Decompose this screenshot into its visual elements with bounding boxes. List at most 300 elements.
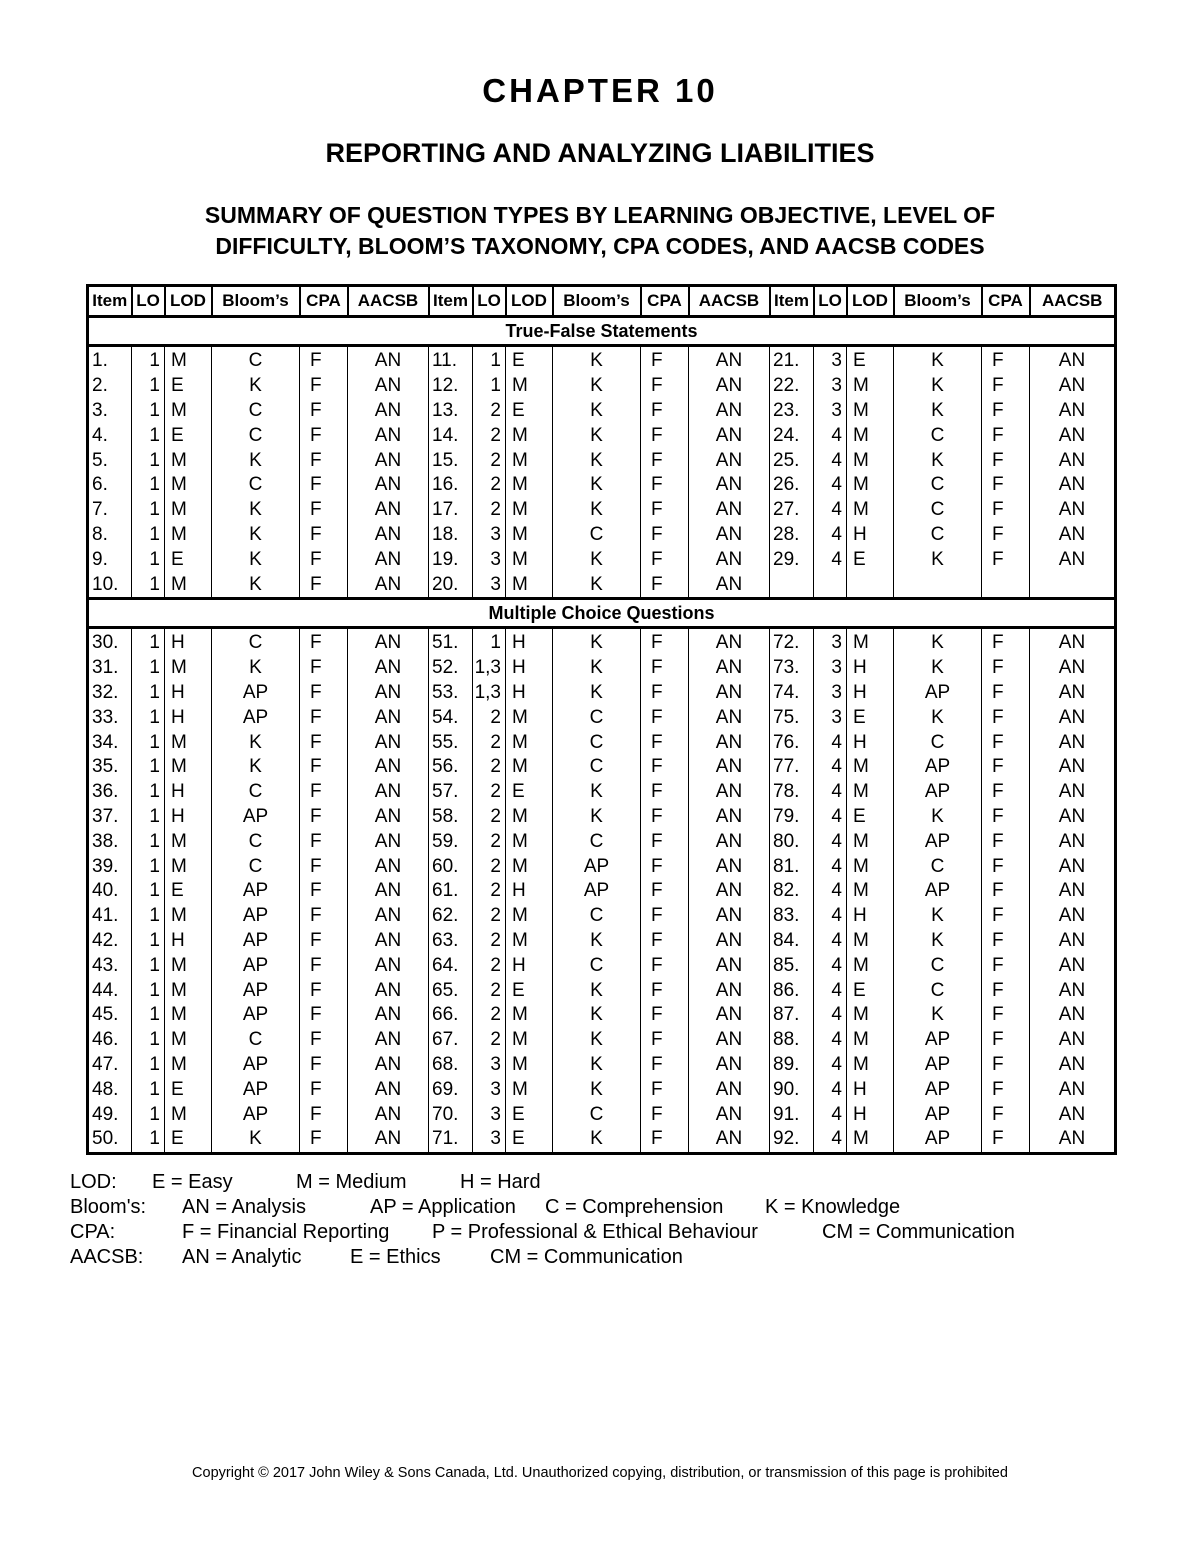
- table-cell: F: [300, 423, 348, 448]
- table-cell: 49.: [88, 1102, 132, 1127]
- column-header: Bloom’s: [553, 286, 641, 317]
- table-cell: M: [506, 1003, 553, 1028]
- table-cell: AN: [348, 399, 429, 424]
- table-body: [88, 317, 1116, 1154]
- table-cell: AP: [212, 879, 300, 904]
- table-cell: AN: [1030, 854, 1116, 879]
- table-cell: AN: [1030, 829, 1116, 854]
- table-cell: AN: [689, 1102, 770, 1127]
- table-cell: AN: [348, 805, 429, 830]
- table-cell: 40.: [88, 879, 132, 904]
- table-cell: F: [982, 1003, 1030, 1028]
- table-cell: 73.: [770, 656, 814, 681]
- table-cell: F: [641, 346, 689, 374]
- table-cell: 32.: [88, 681, 132, 706]
- table-row: [88, 1127, 1116, 1153]
- table-cell: 1: [132, 572, 165, 598]
- table-cell: H: [847, 656, 894, 681]
- table-cell: AN: [348, 473, 429, 498]
- table-cell: M: [506, 805, 553, 830]
- table-cell: K: [894, 346, 982, 374]
- table-cell: F: [300, 656, 348, 681]
- table-cell: K: [553, 423, 641, 448]
- table-cell: K: [553, 805, 641, 830]
- table-cell: 1: [132, 1102, 165, 1127]
- table-cell: M: [165, 953, 212, 978]
- legend-entry: C = Comprehension: [545, 1196, 724, 1218]
- table-cell: 76.: [770, 730, 814, 755]
- table-cell: F: [641, 448, 689, 473]
- table-cell: 58.: [429, 805, 473, 830]
- table-cell: F: [300, 705, 348, 730]
- table-cell: 67.: [429, 1028, 473, 1053]
- table-cell: 2: [473, 879, 506, 904]
- table-cell: M: [847, 854, 894, 879]
- table-cell: AN: [348, 681, 429, 706]
- table-cell: AP: [553, 879, 641, 904]
- table-cell: 41.: [88, 904, 132, 929]
- table-cell: M: [847, 1127, 894, 1153]
- table-cell: 2: [473, 399, 506, 424]
- table-cell: F: [300, 346, 348, 374]
- table-cell: AN: [689, 399, 770, 424]
- legend-entry: E = Ethics: [350, 1246, 441, 1268]
- table-cell: [814, 572, 847, 598]
- legend-entry: M = Medium: [296, 1171, 407, 1193]
- chapter-subtitle: REPORTING AND ANALYZING LIABILITIES: [325, 138, 875, 168]
- table-cell: 74.: [770, 681, 814, 706]
- table-cell: 39.: [88, 854, 132, 879]
- column-header: LO: [132, 286, 165, 317]
- table-cell: E: [847, 978, 894, 1003]
- table-cell: 24.: [770, 423, 814, 448]
- table-cell: 30.: [88, 627, 132, 655]
- table-cell: E: [165, 547, 212, 572]
- table-cell: E: [165, 423, 212, 448]
- table-cell: 44.: [88, 978, 132, 1003]
- legend-entry: AP = Application: [370, 1196, 516, 1218]
- table-cell: 1: [132, 978, 165, 1003]
- table-cell: AN: [348, 755, 429, 780]
- table-cell: 1: [132, 523, 165, 548]
- table-cell: 4: [814, 1003, 847, 1028]
- table-cell: AN: [348, 423, 429, 448]
- table-cell: AN: [1030, 904, 1116, 929]
- table-cell: M: [506, 423, 553, 448]
- table-cell: 70.: [429, 1102, 473, 1127]
- table-cell: 1: [132, 1003, 165, 1028]
- table-cell: 4: [814, 904, 847, 929]
- table-cell: F: [982, 1028, 1030, 1053]
- table-row: [88, 904, 1116, 929]
- table-cell: C: [553, 730, 641, 755]
- table-cell: M: [847, 448, 894, 473]
- table-cell: AN: [689, 805, 770, 830]
- table-cell: 69.: [429, 1077, 473, 1102]
- table-cell: F: [300, 730, 348, 755]
- table-cell: 15.: [429, 448, 473, 473]
- legend-entry: K = Knowledge: [765, 1196, 901, 1218]
- table-cell: [894, 572, 982, 598]
- table-cell: M: [506, 929, 553, 954]
- table-cell: K: [553, 473, 641, 498]
- table-cell: [770, 572, 814, 598]
- table-cell: F: [982, 829, 1030, 854]
- table-cell: M: [847, 1003, 894, 1028]
- table-cell: M: [165, 572, 212, 598]
- table-cell: AP: [212, 953, 300, 978]
- table-cell: AN: [1030, 730, 1116, 755]
- table-cell: H: [506, 656, 553, 681]
- table-cell: 4: [814, 473, 847, 498]
- table-cell: AN: [689, 448, 770, 473]
- legend-key: AACSB:: [70, 1246, 144, 1268]
- section-header-row: [88, 598, 1116, 627]
- section-header-row: [88, 317, 1116, 346]
- table-cell: 4: [814, 1077, 847, 1102]
- table-cell: 36.: [88, 780, 132, 805]
- table-cell: H: [165, 705, 212, 730]
- table-row: [88, 1077, 1116, 1102]
- table-cell: M: [847, 953, 894, 978]
- table-row: [88, 879, 1116, 904]
- table-cell: 47.: [88, 1053, 132, 1078]
- table-cell: 1.: [88, 346, 132, 374]
- table-cell: F: [300, 1028, 348, 1053]
- table-cell: AN: [689, 1077, 770, 1102]
- table-cell: F: [300, 1127, 348, 1153]
- table-cell: H: [165, 627, 212, 655]
- table-cell: F: [300, 805, 348, 830]
- table-cell: K: [894, 627, 982, 655]
- table-cell: C: [553, 953, 641, 978]
- table-cell: F: [300, 755, 348, 780]
- legend-entry: E = Easy: [152, 1171, 233, 1193]
- table-cell: K: [553, 929, 641, 954]
- table-cell: C: [212, 473, 300, 498]
- table-cell: F: [982, 547, 1030, 572]
- table-cell: AN: [1030, 547, 1116, 572]
- table-cell: 2: [473, 829, 506, 854]
- column-header: Bloom’s: [894, 286, 982, 317]
- table-cell: H: [165, 929, 212, 954]
- table-cell: AN: [689, 978, 770, 1003]
- table-cell: AP: [212, 681, 300, 706]
- table-cell: M: [506, 730, 553, 755]
- table-cell: C: [212, 346, 300, 374]
- table-cell: AP: [212, 805, 300, 830]
- table-cell: F: [641, 978, 689, 1003]
- table-cell: AN: [1030, 1053, 1116, 1078]
- table-cell: 1,3: [473, 681, 506, 706]
- legend-entry: P = Professional & Ethical Behaviour: [432, 1221, 758, 1243]
- table-cell: F: [641, 1102, 689, 1127]
- table-cell: AP: [553, 854, 641, 879]
- column-header: Item: [88, 286, 132, 317]
- table-cell: K: [894, 904, 982, 929]
- table-cell: AN: [689, 572, 770, 598]
- legend-key: LOD:: [70, 1171, 117, 1193]
- table-cell: M: [165, 1053, 212, 1078]
- table-cell: AP: [894, 1102, 982, 1127]
- table-cell: 2: [473, 780, 506, 805]
- table-cell: AN: [348, 978, 429, 1003]
- table-cell: 2: [473, 473, 506, 498]
- table-cell: 27.: [770, 498, 814, 523]
- table-cell: E: [165, 1127, 212, 1153]
- table-cell: H: [506, 627, 553, 655]
- table-cell: 3: [473, 523, 506, 548]
- table-cell: AP: [894, 755, 982, 780]
- column-header: Item: [770, 286, 814, 317]
- table-cell: K: [212, 730, 300, 755]
- table-cell: AP: [894, 780, 982, 805]
- table-cell: F: [641, 374, 689, 399]
- table-cell: 48.: [88, 1077, 132, 1102]
- table-cell: [1030, 572, 1116, 598]
- table-cell: K: [212, 547, 300, 572]
- table-cell: 89.: [770, 1053, 814, 1078]
- table-cell: AN: [689, 879, 770, 904]
- table-cell: M: [506, 829, 553, 854]
- table-cell: F: [982, 1077, 1030, 1102]
- table-cell: 8.: [88, 523, 132, 548]
- table-cell: K: [553, 572, 641, 598]
- table-cell: AP: [212, 929, 300, 954]
- table-cell: F: [641, 1028, 689, 1053]
- table-cell: 1: [132, 953, 165, 978]
- table-cell: AN: [348, 780, 429, 805]
- table-cell: F: [300, 1053, 348, 1078]
- table-cell: F: [982, 780, 1030, 805]
- table-cell: AN: [689, 547, 770, 572]
- table-cell: 2: [473, 929, 506, 954]
- table-cell: [847, 572, 894, 598]
- table-row: [88, 423, 1116, 448]
- table-cell: 87.: [770, 1003, 814, 1028]
- table-cell: C: [553, 705, 641, 730]
- table-cell: AN: [1030, 1077, 1116, 1102]
- table-cell: 10.: [88, 572, 132, 598]
- legend-key: Bloom's:: [70, 1196, 147, 1218]
- table-cell: K: [553, 346, 641, 374]
- table-cell: M: [165, 346, 212, 374]
- table-cell: C: [894, 498, 982, 523]
- table-cell: 1: [132, 399, 165, 424]
- table-cell: K: [553, 780, 641, 805]
- table-cell: 12.: [429, 374, 473, 399]
- table-cell: 45.: [88, 1003, 132, 1028]
- table-cell: AN: [348, 1053, 429, 1078]
- table-cell: M: [165, 448, 212, 473]
- table-cell: 51.: [429, 627, 473, 655]
- table-row: [88, 1102, 1116, 1127]
- table-cell: 2: [473, 805, 506, 830]
- table-cell: E: [165, 374, 212, 399]
- table-cell: K: [894, 929, 982, 954]
- section-title: True-False Statements: [88, 317, 1116, 346]
- table-cell: K: [553, 399, 641, 424]
- table-cell: F: [982, 374, 1030, 399]
- table-row: [88, 730, 1116, 755]
- table-cell: M: [165, 854, 212, 879]
- table-cell: K: [212, 498, 300, 523]
- table-cell: 1: [132, 656, 165, 681]
- table-cell: 28.: [770, 523, 814, 548]
- table-cell: M: [847, 627, 894, 655]
- table-cell: M: [165, 978, 212, 1003]
- table-cell: K: [553, 374, 641, 399]
- table-cell: F: [982, 498, 1030, 523]
- table-cell: F: [641, 627, 689, 655]
- table-cell: 2.: [88, 374, 132, 399]
- table-cell: 23.: [770, 399, 814, 424]
- table-cell: AN: [689, 854, 770, 879]
- column-header: CPA: [641, 286, 689, 317]
- table-row: [88, 547, 1116, 572]
- table-cell: F: [300, 978, 348, 1003]
- table-cell: 16.: [429, 473, 473, 498]
- table-cell: M: [506, 473, 553, 498]
- table-cell: M: [165, 473, 212, 498]
- table-cell: F: [300, 1077, 348, 1102]
- table-cell: 29.: [770, 547, 814, 572]
- table-cell: K: [212, 374, 300, 399]
- table-cell: F: [300, 627, 348, 655]
- table-cell: F: [982, 627, 1030, 655]
- table-cell: H: [847, 681, 894, 706]
- table-cell: F: [641, 780, 689, 805]
- table-cell: 33.: [88, 705, 132, 730]
- table-cell: AN: [348, 879, 429, 904]
- table-cell: AN: [1030, 953, 1116, 978]
- table-cell: C: [212, 854, 300, 879]
- table-cell: K: [553, 498, 641, 523]
- table-cell: AN: [689, 730, 770, 755]
- table-cell: C: [894, 523, 982, 548]
- table-cell: F: [982, 523, 1030, 548]
- table-cell: AN: [348, 829, 429, 854]
- table-row: [88, 854, 1116, 879]
- table-cell: F: [982, 755, 1030, 780]
- summary-line-1: SUMMARY OF QUESTION TYPES BY LEARNING OBJECTIVE, LEVEL OF: [204, 202, 996, 228]
- table-cell: AN: [689, 1003, 770, 1028]
- table-cell: AN: [689, 929, 770, 954]
- table-cell: 3: [814, 627, 847, 655]
- table-cell: 62.: [429, 904, 473, 929]
- table-cell: 2: [473, 730, 506, 755]
- table-cell: K: [894, 374, 982, 399]
- table-cell: F: [641, 755, 689, 780]
- table-cell: M: [847, 423, 894, 448]
- table-cell: M: [506, 498, 553, 523]
- table-cell: H: [165, 681, 212, 706]
- table-cell: F: [641, 1053, 689, 1078]
- table-cell: AN: [689, 423, 770, 448]
- table-cell: AN: [689, 705, 770, 730]
- table-cell: C: [894, 423, 982, 448]
- table-cell: F: [982, 730, 1030, 755]
- table-cell: F: [982, 1102, 1030, 1127]
- table-cell: AN: [348, 523, 429, 548]
- table-cell: F: [982, 904, 1030, 929]
- table-cell: AN: [1030, 627, 1116, 655]
- table-cell: 4: [814, 929, 847, 954]
- table-cell: F: [641, 854, 689, 879]
- table-cell: C: [894, 854, 982, 879]
- table-row: [88, 346, 1116, 374]
- table-cell: 37.: [88, 805, 132, 830]
- table-cell: M: [506, 854, 553, 879]
- table-cell: 1: [473, 374, 506, 399]
- table-cell: E: [847, 346, 894, 374]
- table-cell: AP: [894, 1077, 982, 1102]
- table-cell: 1: [132, 805, 165, 830]
- table-cell: 4: [814, 547, 847, 572]
- table-cell: F: [982, 656, 1030, 681]
- table-cell: 1: [132, 1127, 165, 1153]
- table-cell: 91.: [770, 1102, 814, 1127]
- table-cell: C: [212, 423, 300, 448]
- table-cell: 46.: [88, 1028, 132, 1053]
- table-cell: K: [894, 805, 982, 830]
- table-row: [88, 681, 1116, 706]
- table-cell: F: [641, 399, 689, 424]
- table-cell: AP: [212, 1003, 300, 1028]
- table-cell: 19.: [429, 547, 473, 572]
- table-cell: 43.: [88, 953, 132, 978]
- table-cell: F: [641, 829, 689, 854]
- table-cell: 4: [814, 498, 847, 523]
- table-row: [88, 627, 1116, 655]
- table-cell: K: [212, 656, 300, 681]
- table-cell: E: [506, 1127, 553, 1153]
- table-cell: F: [300, 374, 348, 399]
- table-cell: F: [641, 1003, 689, 1028]
- table-cell: F: [982, 681, 1030, 706]
- column-header: LOD: [506, 286, 553, 317]
- table-cell: M: [165, 399, 212, 424]
- table-cell: 20.: [429, 572, 473, 598]
- table-cell: 2: [473, 854, 506, 879]
- table-cell: AN: [348, 1003, 429, 1028]
- table-cell: AN: [1030, 656, 1116, 681]
- table-cell: 4: [814, 730, 847, 755]
- table-cell: F: [641, 1077, 689, 1102]
- table-cell: 4: [814, 978, 847, 1003]
- table-cell: 85.: [770, 953, 814, 978]
- table-cell: AN: [1030, 374, 1116, 399]
- table-cell: AP: [894, 1127, 982, 1153]
- table-cell: AP: [894, 1053, 982, 1078]
- table-cell: K: [212, 755, 300, 780]
- table-cell: K: [553, 681, 641, 706]
- question-summary-table: [86, 284, 1117, 1155]
- table-cell: F: [641, 904, 689, 929]
- table-cell: F: [641, 705, 689, 730]
- table-cell: AN: [348, 730, 429, 755]
- table-row: [88, 705, 1116, 730]
- table-cell: 4: [814, 780, 847, 805]
- table-cell: M: [847, 374, 894, 399]
- table-cell: 72.: [770, 627, 814, 655]
- table-cell: AN: [348, 1127, 429, 1153]
- table-cell: M: [506, 1028, 553, 1053]
- table-cell: 2: [473, 498, 506, 523]
- table-cell: K: [553, 978, 641, 1003]
- table-cell: K: [553, 1053, 641, 1078]
- table-cell: M: [165, 904, 212, 929]
